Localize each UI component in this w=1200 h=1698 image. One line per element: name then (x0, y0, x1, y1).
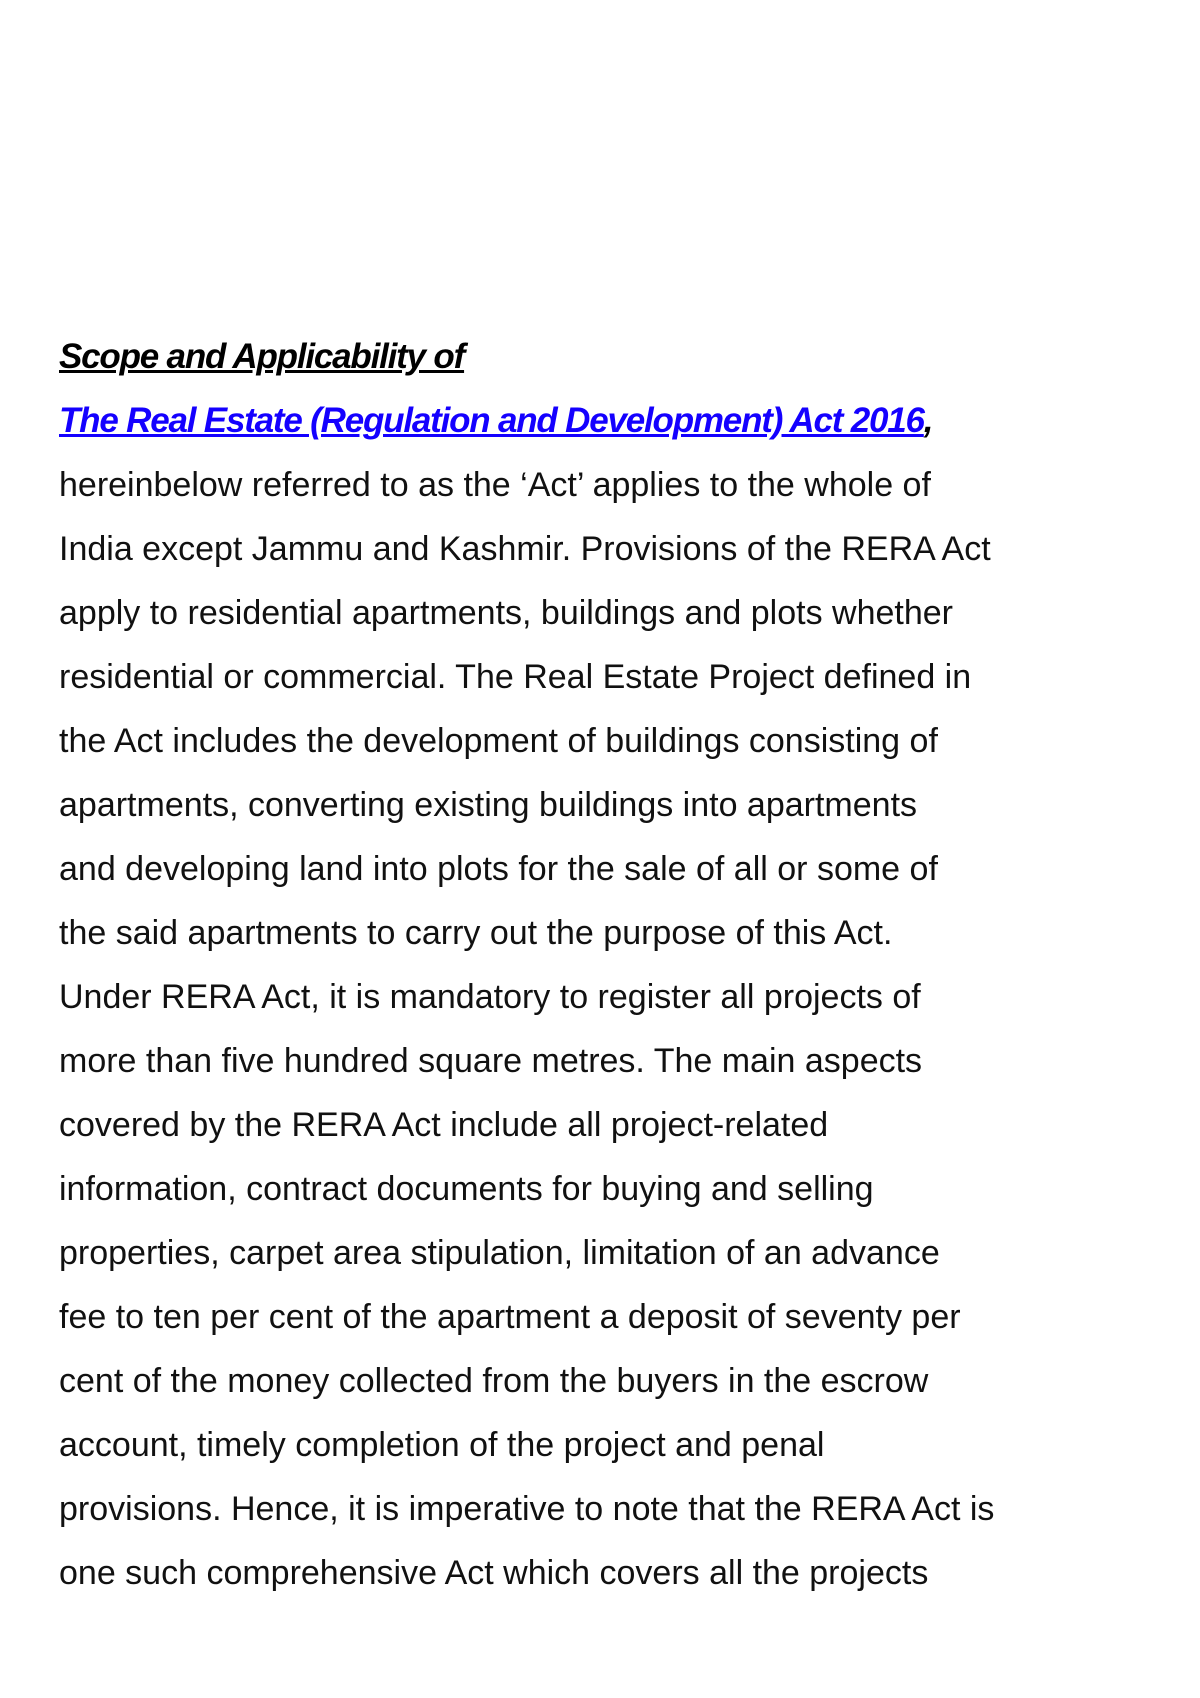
body-line: the Act includes the development of buildings consisting of (59, 722, 938, 760)
body-line: covered by the RERA Act include all project-related (59, 1106, 829, 1144)
body-line: hereinbelow referred to as the ‘Act’ applies to the whole of (59, 466, 931, 504)
body-line: India except Jammu and Kashmir. Provisions of the RERA Act (59, 530, 991, 568)
body-line: more than five hundred square metres. The main aspects (59, 1042, 923, 1080)
body-line: account, timely completion of the project and penal (59, 1426, 825, 1464)
body-line: cent of the money collected from the buyers in the escrow (59, 1362, 929, 1400)
body-line: residential or commercial. The Real Estate Project defined in (59, 658, 972, 696)
body-line: apartments, converting existing buildings into apartments (59, 786, 918, 824)
body-line: provisions. Hence, it is imperative to note that the RERA Act is (59, 1490, 995, 1528)
body-line: fee to ten per cent of the apartment a deposit of seventy per (59, 1298, 961, 1336)
act-title-comma: , (923, 401, 933, 440)
body-line: and developing land into plots for the sale of all or some of (59, 850, 938, 888)
body-line: the said apartments to carry out the purpose of this Act. (59, 914, 893, 952)
body-line: one such comprehensive Act which covers all the projects (59, 1554, 929, 1592)
act-title-line (59, 389, 1159, 453)
document-body (59, 325, 1159, 1605)
body-line: information, contract documents for buying and selling (59, 1170, 874, 1208)
act-title-link[interactable]: The Real Estate (Regulation and Development) Act 2016 (59, 401, 924, 440)
body-line: apply to residential apartments, buildings and plots whether (59, 594, 953, 632)
body-line: properties, carpet area stipulation, limitation of an advance (59, 1234, 940, 1272)
body-line: Under RERA Act, it is mandatory to register all projects of (59, 978, 921, 1016)
section-heading: Scope and Applicability of (59, 337, 465, 376)
